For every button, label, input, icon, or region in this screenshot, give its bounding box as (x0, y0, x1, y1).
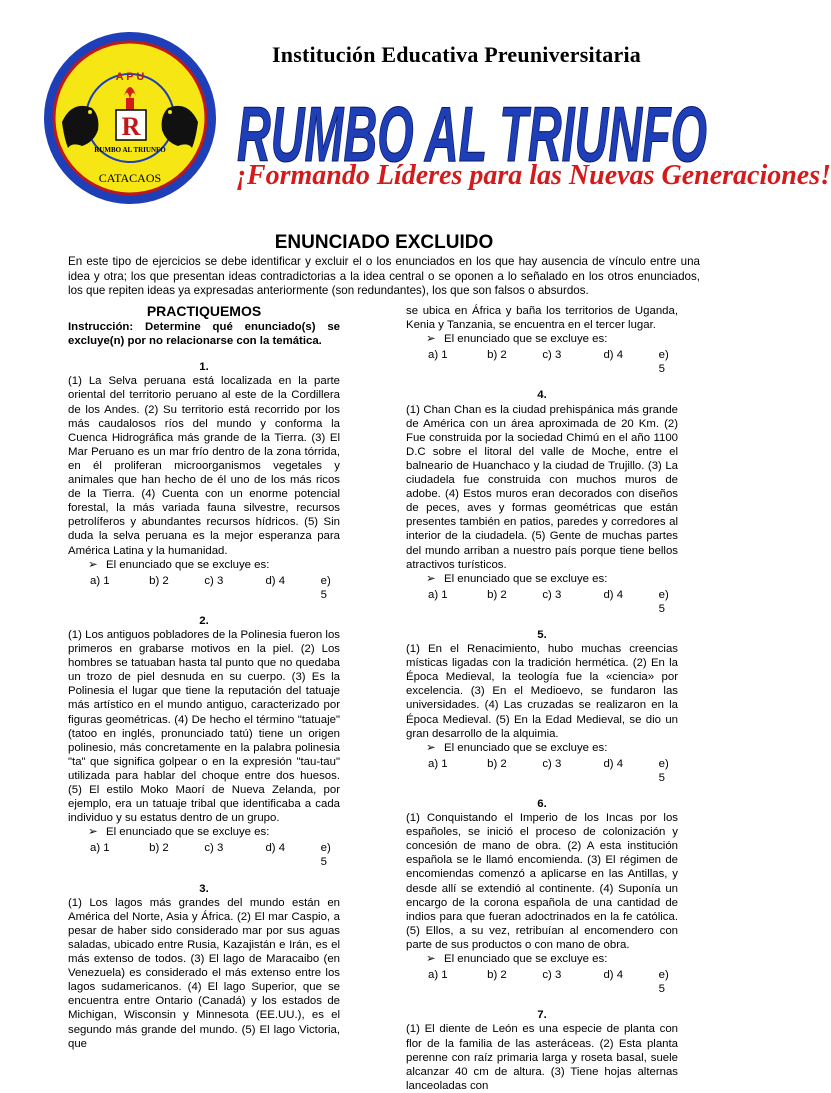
page-title: ENUNCIADO EXCLUIDO (274, 232, 494, 253)
exercise-4 (406, 388, 678, 616)
option-a: a) 1 (90, 842, 110, 855)
question-prompt: ➢ El enunciado que se excluye es: (88, 826, 270, 839)
option-d: d) 4 (603, 757, 624, 770)
exercise-text: (1) La Selva peruana está localizada en la parte oriental del territorio peruano al este de la Cordillera de los Andes. (2) Su territorio está recorrido por los más caudalosos ríos del mundo y conforma la Cuenca Hidrográfica más grande de la Tierra. (3) El Mar Peruano es un mar frío dentro de la zona tórrida, en él proliferan microorganismos vegetales y animales que han hecho de él uno de los más ricos de la Tierra. (4) Cuenta con un enorme potencial forestal, la más variada fauna silvestre, recursos petrolíferos y abundantes recursos hídricos. (5) Sin duda la selva peruana es la mejor esperanza para América Latina y la humanidad. (68, 375, 340, 557)
exercise-2 (68, 614, 340, 870)
answer-options (68, 841, 340, 869)
option-a: a) 1 (428, 588, 448, 601)
exercise-text: (1) Los antiguos pobladores de la Polinesia fueron los primeros en grabarse motivos en la piel. (2) Los hombres se tatuaban hasta tal punto que no quedaba un trozo de piel desnuda en su cuerpo. (3) Es la Polinesia el lugar que tiene la reputación del tatuaje más artístico en el mundo antiguo, caracterizado por figuras geométricas. (4) De hecho el término "tatuaje" (tatoo en inglés, pronunciado tatú) tiene un origen polinesio, más concretamente en la palabra polinesia "ta" que significa golpear o en la expresión "tau-tau" utilizada para hablar del choque entre dos huesos. (5) El estilo Moko Maorí de Nueva Zelanda, por ejemplo, era un tatuaje tribal que identificaba a cada individuo y su estatus dentro de un grupo. (68, 628, 340, 825)
option-d: d) 4 (603, 969, 624, 982)
exercise-3-continued (406, 304, 678, 376)
answer-options (68, 574, 340, 602)
logo-top-text: A P U (115, 71, 145, 83)
option-e: e) 5 (320, 574, 331, 601)
exercise-number: 4. (537, 389, 547, 402)
answer-options (406, 757, 678, 785)
option-b: b) 2 (487, 969, 507, 982)
arrow-bullet-icon: ➢ (426, 572, 436, 585)
exercise-text: (1) Chan Chan es la ciudad prehispánica más grande de América con un área aproximada de 20 Km. (2) Fue construida por la sociedad Chimú en el año 1100 D.C sobre el litoral del valle de Moche, entre el balneario de Huanchaco y la ciudad de Trujillo. (3) La ciudadela fue construida con muchos muros de adobe. (4) Estos muros eran decorados con diseños de peces, aves y formas geométricas que están presentes también en patios, paredes y corredores al interior de la ciudadela. (5) Gente de muchas partes del mundo arriban a nuestro país porque tiene bellos atractivos turísticos. (406, 403, 678, 571)
option-e: e) 5 (658, 588, 669, 615)
question-prompt: ➢ El enunciado que se excluye es: (426, 572, 608, 585)
exercise-text-continued: se ubica en África y baña los territorios de Uganda, Kenia y Tanzania, se encuentra en el tercer lugar. (406, 305, 678, 332)
answer-options (406, 968, 678, 996)
logo-bottom-text: CATACAOS (98, 171, 162, 185)
arrow-bullet-icon: ➢ (426, 333, 436, 346)
brand-text: RUMBO AL TRIUNFO (236, 90, 707, 178)
arrow-bullet-icon: ➢ (426, 741, 436, 754)
exercise-6 (406, 797, 678, 996)
exercise-number: 1. (199, 361, 209, 374)
exercise-number: 2. (199, 614, 209, 627)
arrow-bullet-icon: ➢ (88, 826, 98, 839)
exercise-1 (68, 360, 340, 602)
option-b: b) 2 (487, 757, 507, 770)
instruction: Instrucción: Determine qué enunciado(s) se excluye(n) por no relacionarse con la temática. (68, 321, 340, 348)
school-logo (42, 30, 218, 206)
intro-paragraph: En este tipo de ejercicios se debe identificar y excluir el o los enunciados en los que hay ausencia de vínculo entre una idea y otra; los que presentan ideas contradictorias a la idea central o se oponen a lo señalado en los otros enunciados, los que repiten ideas ya expresadas anteriormente (son redundantes), los que son falsos o absurdos. (68, 255, 700, 298)
option-d: d) 4 (265, 574, 286, 587)
option-b: b) 2 (149, 842, 169, 855)
brand-wordmark (232, 76, 712, 178)
arrow-bullet-icon: ➢ (88, 558, 98, 571)
question-prompt: ➢ El enunciado que se excluye es: (426, 741, 608, 754)
option-b: b) 2 (487, 349, 507, 362)
answer-options (406, 588, 678, 616)
right-column (406, 304, 678, 1093)
left-column (68, 304, 340, 1051)
option-a: a) 1 (428, 349, 448, 362)
option-d: d) 4 (603, 588, 624, 601)
option-b: b) 2 (487, 588, 507, 601)
exercise-text: (1) El diente de León es una especie de planta con flor de la familia de las asteráceas. (2) Esta planta perenne con raíz primaria larga y roseta basal, suele alcanzar 40 cm de altura. (3) Tiene hojas alternas lanceoladas con (406, 1023, 678, 1092)
question-prompt: ➢ El enunciado que se excluye es: (426, 953, 608, 966)
slogan: ¡Formando Líderes para las Nuevas Generaciones! (236, 160, 831, 191)
option-e: e) 5 (658, 757, 669, 784)
exercise-3 (68, 882, 340, 1051)
option-c: c) 3 (204, 842, 224, 855)
exercise-5 (406, 628, 678, 785)
institution-name: Institución Educativa Preuniversitaria (272, 42, 641, 67)
exercise-7 (406, 1008, 678, 1093)
logo-letter: R (121, 112, 141, 141)
option-c: c) 3 (204, 574, 224, 587)
exercise-number: 5. (537, 628, 547, 641)
question-prompt: ➢ El enunciado que se excluye es: (426, 333, 608, 346)
option-c: c) 3 (542, 757, 562, 770)
arrow-bullet-icon: ➢ (426, 953, 436, 966)
option-d: d) 4 (265, 842, 286, 855)
answer-options (406, 348, 678, 376)
exercise-number: 6. (537, 798, 547, 810)
option-e: e) 5 (658, 349, 669, 376)
option-c: c) 3 (542, 969, 562, 982)
option-e: e) 5 (658, 969, 669, 996)
option-e: e) 5 (320, 842, 331, 869)
option-d: d) 4 (603, 349, 624, 362)
option-a: a) 1 (428, 757, 448, 770)
exercise-text: (1) Los lagos más grandes del mundo están en América del Norte, Asia y África. (2) El mar Caspio, a pesar de haber sido considerado mar por sus aguas saladas, ubicado entre Rusia, Kazajistán e Irán, es el más extenso de todos. (3) El lago de Maracaibo (en Venezuela) es considerado el más extenso entre los lagos sudamericanos. (4) El lago Superior, que se encuentra entre Ontario (Canadá) y los estados de Michigan, Wisconsin y Minnesota (EE.UU.), es el segundo más grande del mundo. (5) El lago Victoria, que (68, 896, 340, 1050)
option-b: b) 2 (149, 574, 169, 587)
option-a: a) 1 (90, 574, 110, 587)
exercise-text: (1) Conquistando el Imperio de los Incas por los españoles, se inició el proceso de colonización y concesión de mano de obra. (2) A esta institución española se le llamó encomienda. (3) El régimen de encomiendas comenzó a aplicarse en las Antillas, y desde allí se extendió al continente. (4) Suponía un encargo de la corona española de una cantidad de indios para que fueran adoctrinados en la fe católica. (5) Ellos, a su vez, retribuían al encomendero con parte de sus productos o con mano de obra. (406, 812, 678, 951)
exercise-text: (1) En el Renacimiento, hubo muchas creencias místicas ligadas con la tradición hermética. (2) En la Época Medieval, la teología fue la «ciencia» por excelencia. (3) En el Medioevo, se fundaron las universidades. (4) Las cruzadas se realizaron en la Época Medieval. (5) En la Edad Medieval, se dio un gran desarrollo de la alquimia. (406, 643, 678, 740)
exercise-number: 3. (199, 882, 209, 895)
option-c: c) 3 (542, 588, 562, 601)
option-c: c) 3 (542, 349, 562, 362)
question-prompt: ➢ El enunciado que se excluye es: (88, 558, 270, 571)
practice-heading: PRACTIQUEMOS (146, 303, 262, 319)
logo-ring-text: RUMBO AL TRIUNFO (94, 146, 166, 154)
option-a: a) 1 (428, 969, 448, 982)
exercise-number: 7. (537, 1009, 547, 1022)
